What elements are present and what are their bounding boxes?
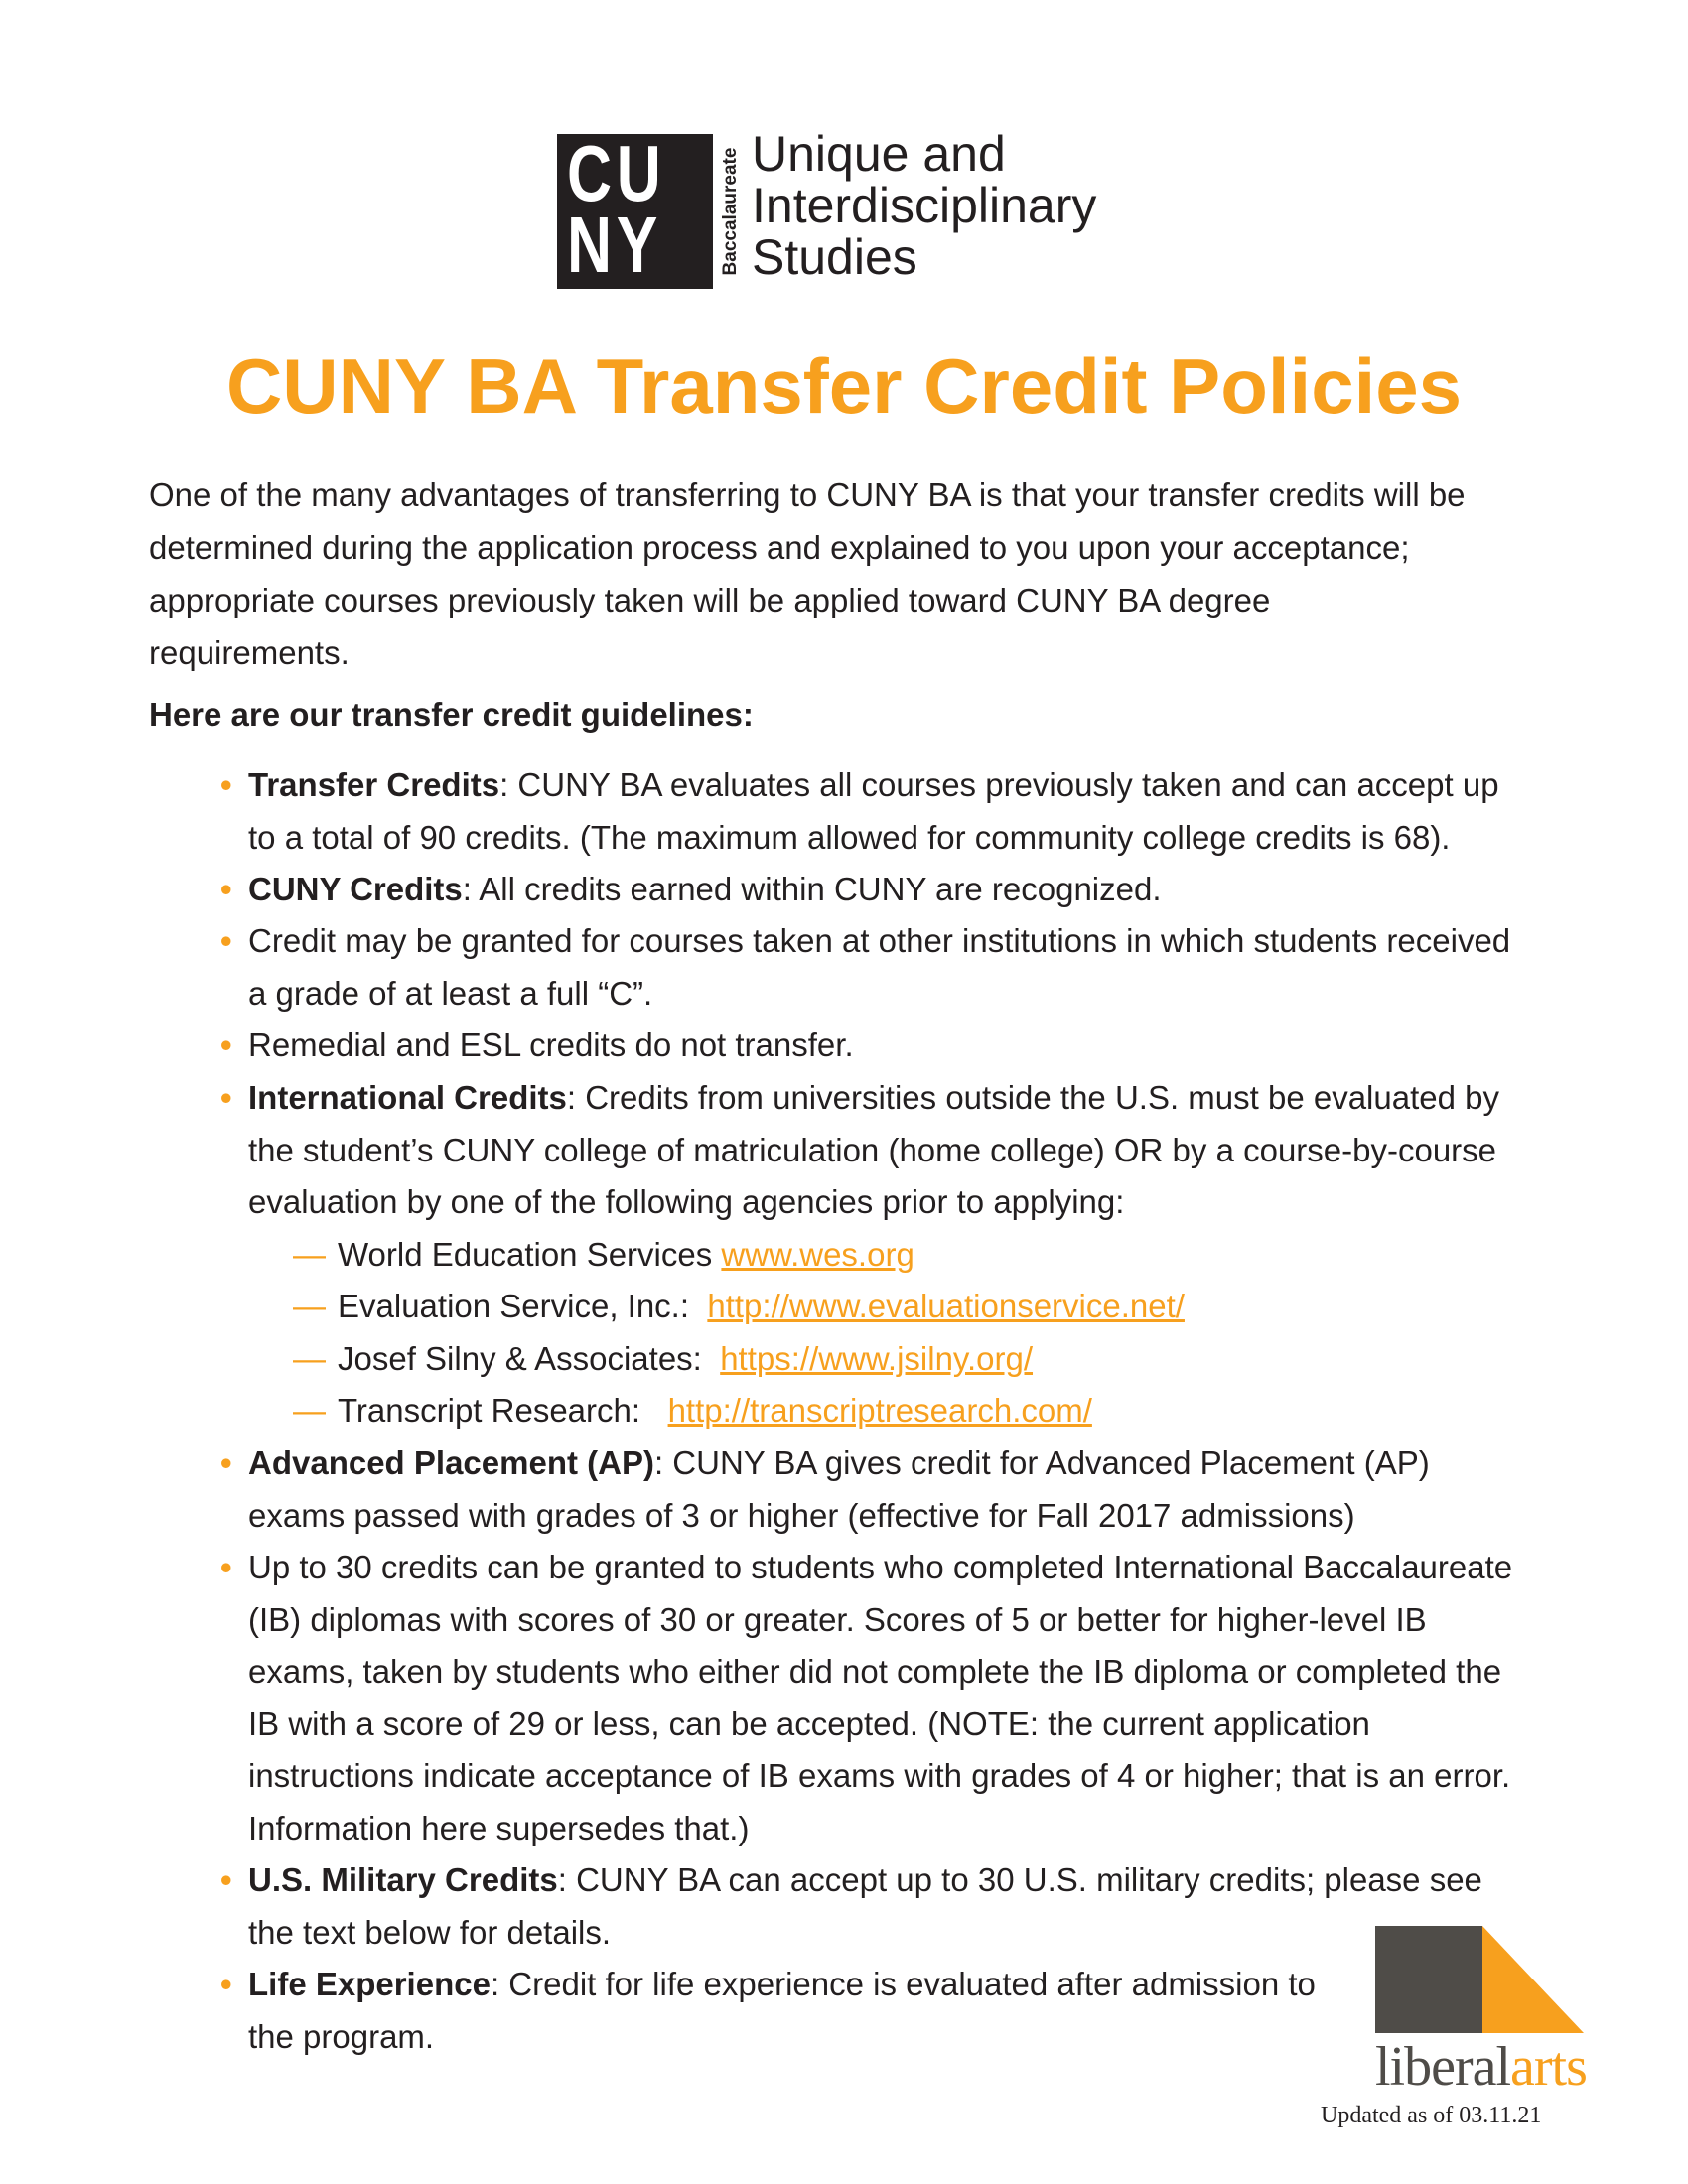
bullet-icon: • — [220, 922, 232, 959]
logo-line-3: Studies — [752, 229, 917, 285]
item-label: Transfer Credits — [248, 766, 500, 803]
logo-wordmark — [752, 128, 1096, 283]
bullet-icon: • — [220, 1549, 232, 1585]
agency-name: World Education Services — [338, 1236, 713, 1273]
list-item — [220, 1437, 1531, 1542]
agency-link[interactable]: https://www.jsilny.org/ — [720, 1340, 1034, 1377]
list-item — [220, 1542, 1531, 1854]
liberal-arts-logo — [1375, 1926, 1587, 2124]
item-text: : Credits from universities outside the U.S. must be evaluated by the student’s CUNY college of matriculation (home college) OR by a course-by-course evaluation by one of the following agencies prior to applying: — [248, 1079, 1499, 1220]
bullet-icon: • — [220, 766, 232, 803]
list-item — [220, 864, 1531, 916]
dash-icon: — — [293, 1340, 326, 1377]
agency-item — [293, 1385, 1092, 1437]
bullet-icon: • — [220, 1444, 232, 1481]
bullet-icon: • — [220, 871, 232, 907]
cuny-logo-block — [557, 129, 713, 289]
agency-name: Josef Silny & Associates: — [338, 1340, 702, 1377]
wordmark-liberal: liberal — [1375, 2036, 1511, 2098]
dash-icon: — — [293, 1236, 326, 1273]
item-text: Remedial and ESL credits do not transfer. — [248, 1026, 854, 1063]
bullet-icon: • — [220, 1079, 232, 1116]
page-title: CUNY BA Transfer Credit Policies — [225, 342, 1463, 430]
logo-square-icon — [1375, 1926, 1482, 2033]
logo-line-2: Interdisciplinary — [752, 178, 1097, 233]
logo-triangle-icon — [1482, 1926, 1584, 2033]
item-text: : CUNY BA gives credit for Advanced Placement (AP) exams passed with grades of 3 or higher (effective for Fall 2017 admissions) — [248, 1444, 1430, 1534]
item-text: : CUNY BA evaluates all courses previously taken and can accept up to a total of 90 credits. (The maximum allowed for community college credits is 68). — [248, 766, 1499, 856]
list-item — [220, 1020, 1531, 1072]
agency-item — [293, 1333, 1033, 1386]
agency-link[interactable]: http://transcriptresearch.com/ — [667, 1392, 1092, 1429]
list-item — [220, 915, 1531, 1020]
logo-cu: CU — [567, 129, 666, 217]
item-text: : All credits earned within CUNY are recognized. — [462, 871, 1162, 907]
item-text: : Credit for life experience is evaluated after admission to the program. — [248, 1966, 1316, 2055]
bullet-icon: • — [220, 1966, 232, 2002]
logo-line-1: Unique and — [752, 126, 1006, 182]
agency-link[interactable]: http://www.evaluationservice.net/ — [707, 1288, 1185, 1324]
list-item — [220, 1072, 1531, 1229]
liberal-arts-wordmark — [1375, 2037, 1587, 2097]
dash-icon: — — [293, 1288, 326, 1324]
list-item — [220, 1959, 1333, 2063]
item-text: Credit may be granted for courses taken at other institutions in which students received a grade of at least a full “C”. — [248, 922, 1511, 1012]
dash-icon: — — [293, 1392, 326, 1429]
bullet-icon: • — [220, 1861, 232, 1898]
intro-paragraph: One of the many advantages of transferring to CUNY BA is that your transfer credits will be determined during the application process and explained to you upon your acceptance; appropriate courses previously taken will be applied toward CUNY BA degree requirements. — [149, 477, 1466, 671]
item-label: Advanced Placement (AP) — [248, 1444, 654, 1481]
item-text: Up to 30 credits can be granted to students who completed International Baccalaureate (IB) diplomas with scores of 30 or greater. Scores of 5 or better for higher-level IB exams, taken by students who either did not complete the IB diploma or completed the IB with a score of 29 or less, can be accepted. (NOTE: the current application instructions indicate acceptance of IB exams with grades of 4 or higher; that is an error. Information here supersedes that.) — [248, 1549, 1513, 1846]
updated-date: Updated as of 03.11.21 — [1321, 2103, 1542, 2128]
item-text: : CUNY BA can accept up to 30 U.S. military credits; please see the text below for details. — [248, 1861, 1482, 1951]
agency-link[interactable]: www.wes.org — [721, 1236, 914, 1273]
logo-ny: NY — [567, 201, 663, 289]
agency-item — [293, 1229, 914, 1282]
wordmark-arts: arts — [1510, 2036, 1587, 2098]
agency-item — [293, 1281, 1185, 1333]
item-label: U.S. Military Credits — [248, 1861, 558, 1898]
guidelines-heading: Here are our transfer credit guidelines: — [149, 696, 754, 733]
list-item — [220, 759, 1531, 864]
item-label: Life Experience — [248, 1966, 491, 2002]
agency-name: Evaluation Service, Inc.: — [338, 1288, 690, 1324]
logo-vertical-text — [722, 134, 744, 289]
bullet-icon: • — [220, 1026, 232, 1063]
agency-name: Transcript Research: — [338, 1392, 641, 1429]
list-item — [220, 1854, 1531, 1959]
logo-baccalaureate: Baccalaureate — [720, 147, 741, 276]
item-label: International Credits — [248, 1079, 567, 1116]
item-label: CUNY Credits — [248, 871, 463, 907]
